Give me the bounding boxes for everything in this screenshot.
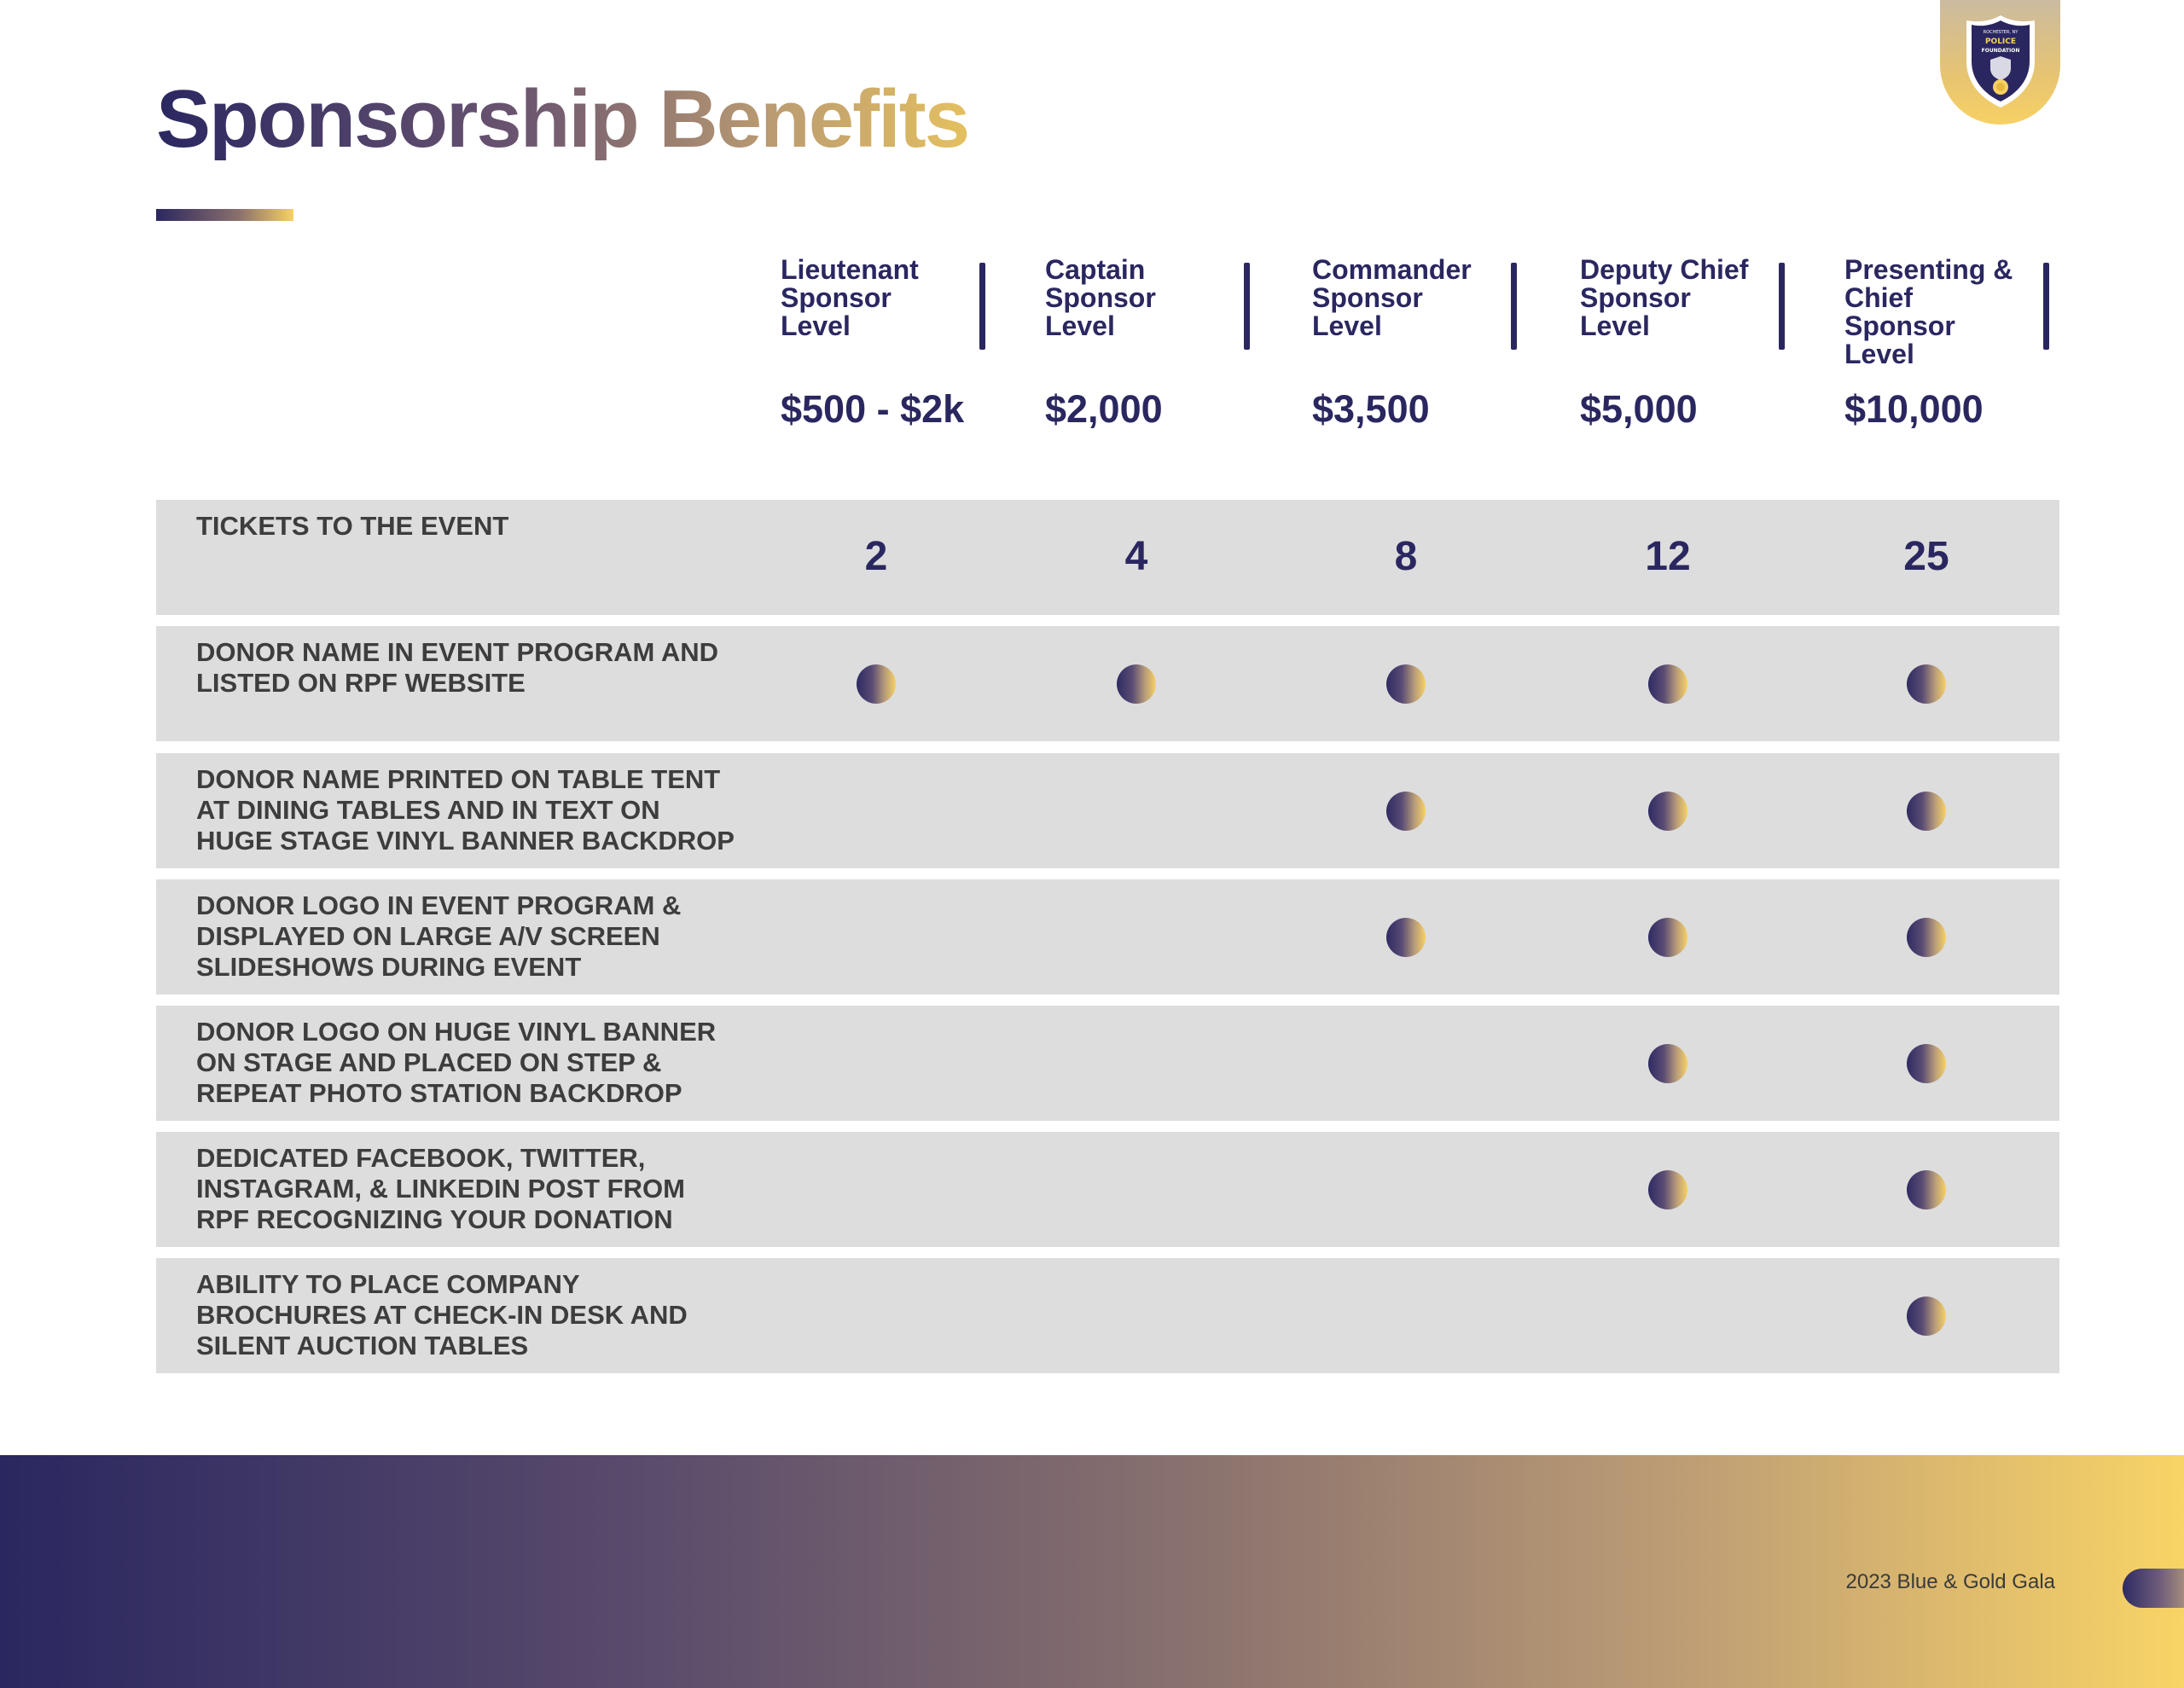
benefit-label: ABILITY TO PLACE COMPANY BROCHURES AT CHECK-IN DESK AND SILENT AUCTION TABLES <box>196 1269 688 1360</box>
included-indicator-icon <box>1648 664 1687 704</box>
police-shield-icon <box>1963 14 2038 109</box>
sponsor-level-price: $2,000 <box>1045 387 1163 431</box>
included-indicator-icon <box>1907 1296 1946 1336</box>
benefit-row <box>156 753 2059 868</box>
included-indicator-icon <box>1907 792 1946 831</box>
sponsor-level-4 <box>1580 256 1785 351</box>
included-indicator-icon <box>1907 1170 1946 1209</box>
included-indicator-icon <box>1907 664 1946 704</box>
benefit-label: DEDICATED FACEBOOK, TWITTER, INSTAGRAM, & LINKEDIN POST FROM RPF RECOGNIZING YOUR DONATION <box>196 1143 685 1234</box>
level-divider <box>979 263 985 350</box>
level-divider <box>2043 263 2049 350</box>
footer-band <box>0 1455 2184 1688</box>
page-title <box>156 73 969 165</box>
logo-line-2: POLICE <box>1984 38 2017 46</box>
included-indicator-icon <box>857 664 896 704</box>
ticket-count: 12 <box>1645 534 1691 579</box>
benefit-row <box>156 1132 2059 1247</box>
benefit-label: DONOR NAME PRINTED ON TABLE TENT AT DINING TABLES AND IN TEXT ON HUGE STAGE VINYL BANNER BACKDROP <box>196 764 735 856</box>
included-indicator-icon <box>1907 918 1946 957</box>
title-underline <box>156 209 293 221</box>
benefit-row <box>156 1258 2059 1373</box>
ticket-count: 2 <box>864 534 888 579</box>
level-divider <box>1244 263 1250 350</box>
sponsor-level-1 <box>781 256 985 351</box>
benefit-label: TICKETS TO THE EVENT <box>196 511 509 541</box>
sponsor-level-name: Lieutenant Sponsor Level <box>781 254 919 341</box>
included-indicator-icon <box>1648 918 1687 957</box>
sponsor-level-2 <box>1045 256 1250 351</box>
included-indicator-icon <box>1386 918 1426 957</box>
benefit-label: DONOR LOGO ON HUGE VINYL BANNER ON STAGE AND PLACED ON STEP & REPEAT PHOTO STATION BACKDROP <box>196 1017 717 1108</box>
sponsor-level-3 <box>1312 256 1517 351</box>
included-indicator-icon <box>1648 1044 1687 1083</box>
footer-pill-decoration <box>2123 1569 2184 1608</box>
ticket-count: 8 <box>1394 534 1418 579</box>
included-indicator-icon <box>1907 1044 1946 1083</box>
title-part-1: Sponsorship <box>156 73 638 165</box>
ticket-count: 25 <box>1903 534 1949 579</box>
sponsor-level-5 <box>1844 254 2049 369</box>
sponsor-level-name: Deputy Chief Sponsor Level <box>1580 254 1749 341</box>
benefit-row <box>156 1006 2059 1121</box>
sponsor-level-price: $3,500 <box>1312 387 1430 431</box>
benefit-row <box>156 879 2059 995</box>
included-indicator-icon <box>1648 1170 1687 1209</box>
sponsor-level-price: $500 - $2k <box>781 387 965 431</box>
title-part-2: Benefits <box>659 73 969 165</box>
included-indicator-icon <box>1648 792 1687 831</box>
benefit-label: DONOR LOGO IN EVENT PROGRAM & DISPLAYED ON LARGE A/V SCREEN SLIDESHOWS DURING EVENT <box>196 890 682 982</box>
benefit-row <box>156 500 2059 615</box>
sponsor-level-name: Presenting & Chief Sponsor Level <box>1844 254 2013 369</box>
included-indicator-icon <box>1386 664 1426 704</box>
logo-line-3: FOUNDATION <box>1981 48 2020 54</box>
sponsor-level-name: Commander Sponsor Level <box>1312 254 1472 341</box>
sponsor-level-price: $5,000 <box>1580 387 1698 431</box>
benefit-label: DONOR NAME IN EVENT PROGRAM AND LISTED ON RPF WEBSITE <box>196 637 718 698</box>
foundation-logo-badge <box>1940 0 2060 125</box>
included-indicator-icon <box>1386 792 1426 831</box>
benefit-row <box>156 626 2059 741</box>
ticket-count: 4 <box>1124 534 1148 579</box>
sponsor-level-name: Captain Sponsor Level <box>1045 254 1156 341</box>
level-divider <box>1511 263 1517 350</box>
footer-event-name: 2023 Blue & Gold Gala <box>1845 1570 2055 1593</box>
sponsor-level-price: $10,000 <box>1844 387 1984 431</box>
included-indicator-icon <box>1117 664 1156 704</box>
level-divider <box>1779 263 1785 350</box>
logo-line-1: ROCHESTER, NY <box>1983 30 2018 35</box>
